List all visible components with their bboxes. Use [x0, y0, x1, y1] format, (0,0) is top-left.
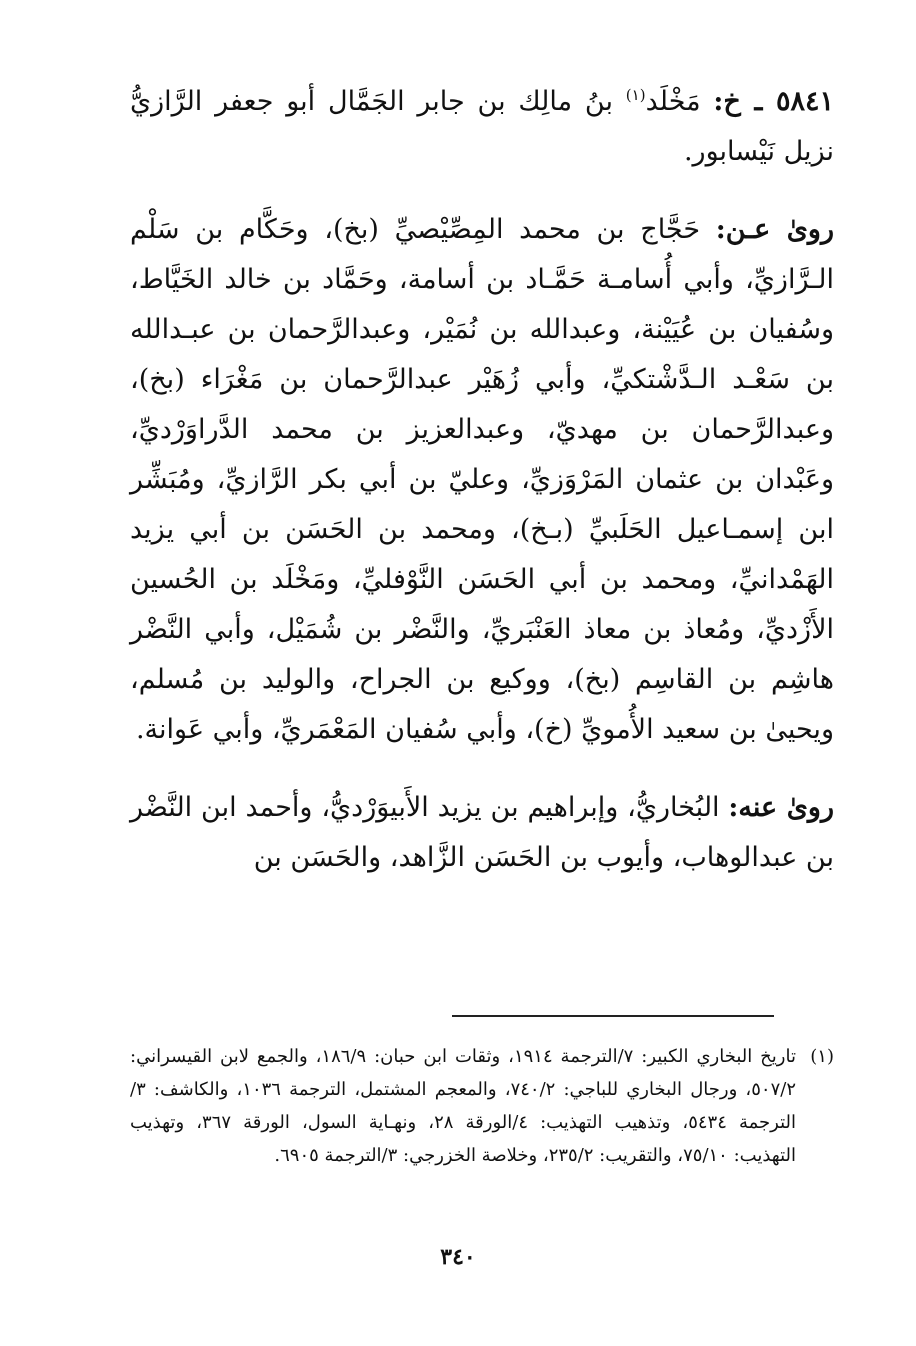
entry-lineage: بنُ مالِك بن جابر الجَمَّال أبو جعفر الرَّازيُّ نزيل نَيْسابور. — [130, 86, 834, 167]
footnote — [130, 1040, 834, 1172]
entry-number: ٥٨٤١ ـ خ: — [713, 86, 835, 117]
narrated-by-paragraph — [130, 783, 834, 883]
footnote-reference[interactable]: (١) — [625, 86, 646, 104]
page-number: ٣٤٠ — [440, 1244, 476, 1270]
narrated-from-text: حَجَّاج بن محمد المِصِّيْصيِّ (بخ)، وحَكَّام بن سَلْم الـرَّازيِّ، وأبي أُسامـة حَمَّـاد بن أسامة، وحَمَّاد بن خالد الخَيَّاط، وسُفيان بن عُيَيْنة، وعبدالله بن نُمَيْر، وعبدالرَّحمان بن عبـدالله بن سَعْـد الـدَّشْتكيِّ، وأبي زُهَيْر عبدالرَّحمان بن مَغْرَاء (بخ)، وعبدالرَّحمان بن مهديّ، وعبدالعزيز بن محمد الدَّراوَرْديِّ، وعَبْدان بن عثمان المَرْوَزيِّ، وعليّ بن أبي بكر الرَّازيِّ، ومُبَشِّر ابن إسمـاعيل الحَلَبيِّ (بـخ)، ومحمد بن الحَسَن بن أبي يزيد الهَمْدانيِّ، ومحمد بن أبي الحَسَن النَّوْفليِّ، ومَخْلَد بن الحُسين الأَزْديِّ، ومُعاذ بن معاذ العَنْبَريِّ، والنَّضْر بن شُمَيْل، وأبي النَّضْر هاشِم بن القاسِم (بخ)، ووكيع بن الجراح، والوليد بن مُسلم، ويحيىٰ بن سعيد الأُمويِّ (خ)، وأبي سُفيان المَعْمَريِّ، وأبي عَوانة. — [130, 214, 834, 745]
narrated-from-label: روىٰ عـن: — [715, 214, 834, 245]
narrated-by-text: البُخاريُّ، وإبراهيم بن يزيد الأَبيوَرْديُّ، وأحمد ابن النَّضْر بن عبدالوهاب، وأيوب بن الحَسَن الزَّاهد، والحَسَن بن — [130, 792, 834, 873]
footnote-text: تاريخ البخاري الكبير: ٧/الترجمة ١٩١٤، وثقات ابن حبان: ١٨٦/٩، والجمع لابن القيسراني: ٥٠٧/٢، ورجال البخاري للباجي: ٧٤٠/٢، والمعجم المشتمل، الترجمة ١٠٣٦، والكاشف: ٣/الترجمة ٥٤٣٤، وتذهيب التهذيب: ٤/الورقة ٢٨، ونهـاية السول، الورقة ٣٦٧، وتهذيب التهذيب: ٧٥/١٠، والتقريب: ٢٣٥/٢، وخلاصة الخزرجي: ٣/الترجمة ٦٩٠٥. — [130, 1046, 796, 1166]
main-text — [130, 70, 834, 883]
narrated-by-label: روىٰ عنه: — [728, 792, 834, 823]
footnote-number: (١) — [810, 1046, 834, 1067]
entry-name: مَخْلَد — [645, 86, 701, 117]
entry-heading — [130, 70, 834, 177]
footnote-divider — [452, 1015, 774, 1017]
footnotes — [130, 1040, 834, 1172]
narrated-from-paragraph — [130, 205, 834, 755]
